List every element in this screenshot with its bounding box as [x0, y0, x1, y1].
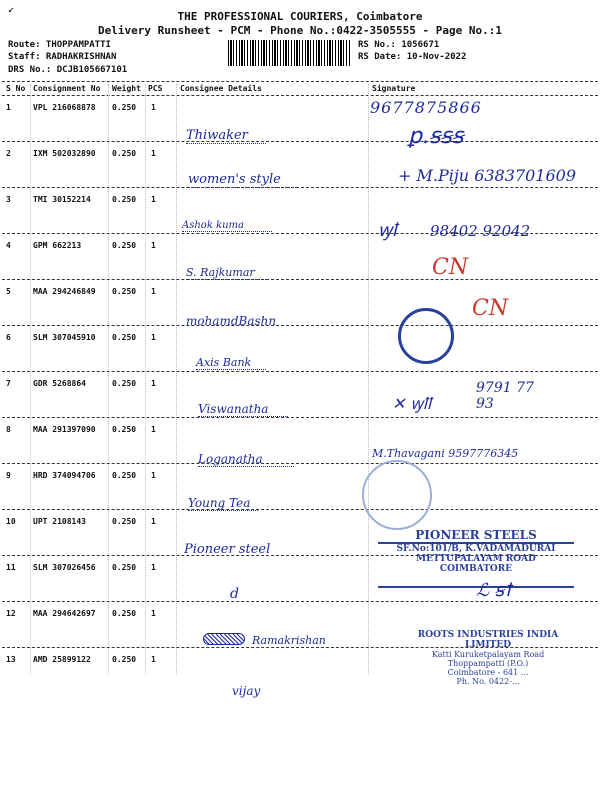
rs-date: RS Date: 10-Nov-2022 — [358, 52, 467, 62]
row-divider — [2, 371, 598, 372]
col-rule — [368, 84, 369, 674]
col-rule — [30, 84, 31, 674]
faded-round-stamp — [362, 460, 432, 530]
row-sno: 8 — [6, 425, 11, 434]
rs-number: RS No.: 1056671 — [358, 40, 440, 50]
scribble-mark — [203, 633, 245, 645]
consignee-handwriting: Thiwaker — [186, 128, 266, 144]
col-consignee: Consignee Details — [180, 84, 262, 93]
consignee-handwriting: Young Tea — [188, 496, 258, 511]
column-header-divider — [2, 95, 598, 96]
stamp-address: Thoppampatti (P.O.) — [447, 659, 529, 668]
row-consignment: HRD 374094706 — [33, 471, 96, 480]
row-pcs: 1 — [151, 287, 156, 296]
row-weight: 0.250 — [112, 517, 137, 526]
col-rule — [176, 84, 177, 674]
row-consignment: IXM 502032890 — [33, 149, 96, 158]
consignee-handwriting: women's style — [188, 172, 298, 188]
signature-cn: CN — [472, 296, 509, 321]
row-sno: 1 — [6, 103, 11, 112]
signature-mark: ꝑ.ꞩꞩꞩ — [408, 124, 464, 149]
drs-label: DRS No.: DCJB105667101 — [8, 65, 128, 75]
signature-mark: ℒ ꞩꝉ — [476, 580, 512, 601]
signature-phone: 98402 92042 — [430, 222, 531, 240]
staff-label: Staff: RADHAKRISHNAN — [8, 52, 117, 62]
consignee-handwriting: vijay — [232, 684, 261, 698]
consignee-handwriting: S. Rajkumar — [186, 266, 266, 280]
row-weight: 0.250 — [112, 609, 137, 618]
row-pcs: 1 — [151, 471, 156, 480]
row-sno: 6 — [6, 333, 11, 342]
header-divider — [2, 81, 598, 82]
row-pcs: 1 — [151, 563, 156, 572]
row-divider — [2, 417, 598, 418]
round-stamp — [398, 308, 454, 364]
row-consignment: AMD 25899122 — [33, 655, 91, 664]
stamp-address: METTUPALAYAM ROAD — [416, 554, 536, 564]
stamp-company: PIONEER STEELS — [415, 528, 537, 542]
row-divider — [2, 509, 598, 510]
row-weight: 0.250 — [112, 471, 137, 480]
row-weight: 0.250 — [112, 333, 137, 342]
corner-mark: ↙ — [8, 4, 15, 15]
row-pcs: 1 — [151, 379, 156, 388]
row-pcs: 1 — [151, 333, 156, 342]
row-sno: 4 — [6, 241, 11, 250]
pioneer-steels-stamp — [378, 528, 574, 588]
consignee-handwriting: Viswanatha — [198, 402, 288, 417]
consignee-handwriting: Pioneer steel — [184, 542, 271, 557]
row-weight: 0.250 — [112, 379, 137, 388]
signature-phone: + M.Piju 6383701609 — [398, 166, 576, 185]
row-sno: 5 — [6, 287, 11, 296]
row-consignment: UPT 2108143 — [33, 517, 86, 526]
route-label: Route: THOPPAMPATTI — [8, 40, 111, 50]
row-pcs: 1 — [151, 149, 156, 158]
col-signature: Signature — [372, 84, 416, 93]
consignee-handwriting: d — [230, 586, 239, 602]
row-weight: 0.250 — [112, 425, 137, 434]
signature-mark: ✕ ꝡꝉꝉ — [392, 394, 432, 413]
row-consignment: GDR 5268864 — [33, 379, 86, 388]
row-sno: 10 — [6, 517, 16, 526]
row-consignment: GPM 662213 — [33, 241, 82, 250]
col-rule — [108, 84, 109, 674]
row-consignment: MAA 294246849 — [33, 287, 96, 296]
consignee-handwriting: Loganatha — [198, 452, 294, 467]
barcode — [228, 40, 351, 66]
row-pcs: 1 — [151, 241, 156, 250]
row-weight: 0.250 — [112, 655, 137, 664]
runsheet-subtitle: Delivery Runsheet - PCM - Phone No.:0422-3505555 - Page No.:1 — [98, 24, 502, 37]
row-weight: 0.250 — [112, 241, 137, 250]
consignee-handwriting: Ashok kuma — [182, 220, 272, 232]
row-divider — [2, 463, 598, 464]
row-divider — [2, 279, 598, 280]
row-weight: 0.250 — [112, 103, 137, 112]
signature-phone: M.Thavagani 9597776345 — [372, 447, 519, 460]
roots-industries-stamp — [400, 630, 576, 686]
row-pcs: 1 — [151, 517, 156, 526]
col-weight: Weight — [112, 84, 141, 93]
row-sno: 3 — [6, 195, 11, 204]
row-weight: 0.250 — [112, 287, 137, 296]
col-sno: S No — [6, 84, 26, 93]
stamp-company: ROOTS INDUSTRIES INDIA LIMITED — [417, 630, 559, 650]
row-divider — [2, 141, 598, 142]
consignee-handwriting: Axis Bank — [196, 356, 266, 370]
row-consignment: MAA 294642697 — [33, 609, 96, 618]
row-weight: 0.250 — [112, 563, 137, 572]
signature-phone: 9791 77 93 — [476, 380, 534, 412]
page-title: THE PROFESSIONAL COURIERS, Coimbatore — [177, 10, 423, 23]
row-weight: 0.250 — [112, 149, 137, 158]
consignee-handwriting: Ramakrishan — [252, 634, 326, 647]
stamp-address: COIMBATORE — [439, 564, 513, 574]
row-consignment: SLM 307045910 — [33, 333, 96, 342]
row-pcs: 1 — [151, 103, 156, 112]
col-rule — [145, 84, 146, 674]
row-sno: 13 — [6, 655, 16, 664]
col-consignment: Consignment No — [33, 84, 101, 93]
row-sno: 9 — [6, 471, 11, 480]
row-sno: 2 — [6, 149, 11, 158]
stamp-address: SF.No:101/B, K.VADAMADURAI — [378, 542, 574, 554]
row-divider — [2, 601, 598, 602]
row-pcs: 1 — [151, 609, 156, 618]
row-weight: 0.250 — [112, 195, 137, 204]
row-sno: 12 — [6, 609, 16, 618]
row-pcs: 1 — [151, 195, 156, 204]
stamp-address: Coimbatore - 641 ... — [447, 668, 529, 677]
row-consignment: TMI 30152214 — [33, 195, 91, 204]
row-divider — [2, 187, 598, 188]
row-sno: 11 — [6, 563, 16, 572]
consignee-handwriting: mohamdBashn — [186, 314, 277, 328]
row-consignment: SLM 307026456 — [33, 563, 96, 572]
row-pcs: 1 — [151, 655, 156, 664]
row-sno: 7 — [6, 379, 11, 388]
row-pcs: 1 — [151, 425, 156, 434]
col-pcs: PCS — [148, 84, 163, 93]
row-consignment: MAA 291397090 — [33, 425, 96, 434]
signature-phone: 9677875866 — [370, 98, 482, 117]
signature-mark: ꝡꝉ — [378, 220, 397, 241]
row-consignment: VPL 216068878 — [33, 103, 96, 112]
signature-cn: CN — [432, 255, 469, 280]
stamp-address: Ph. No. 0422-... — [456, 677, 520, 686]
row-divider — [2, 325, 598, 326]
stamp-address: Katti Kuruketpalayam Road — [431, 650, 545, 659]
